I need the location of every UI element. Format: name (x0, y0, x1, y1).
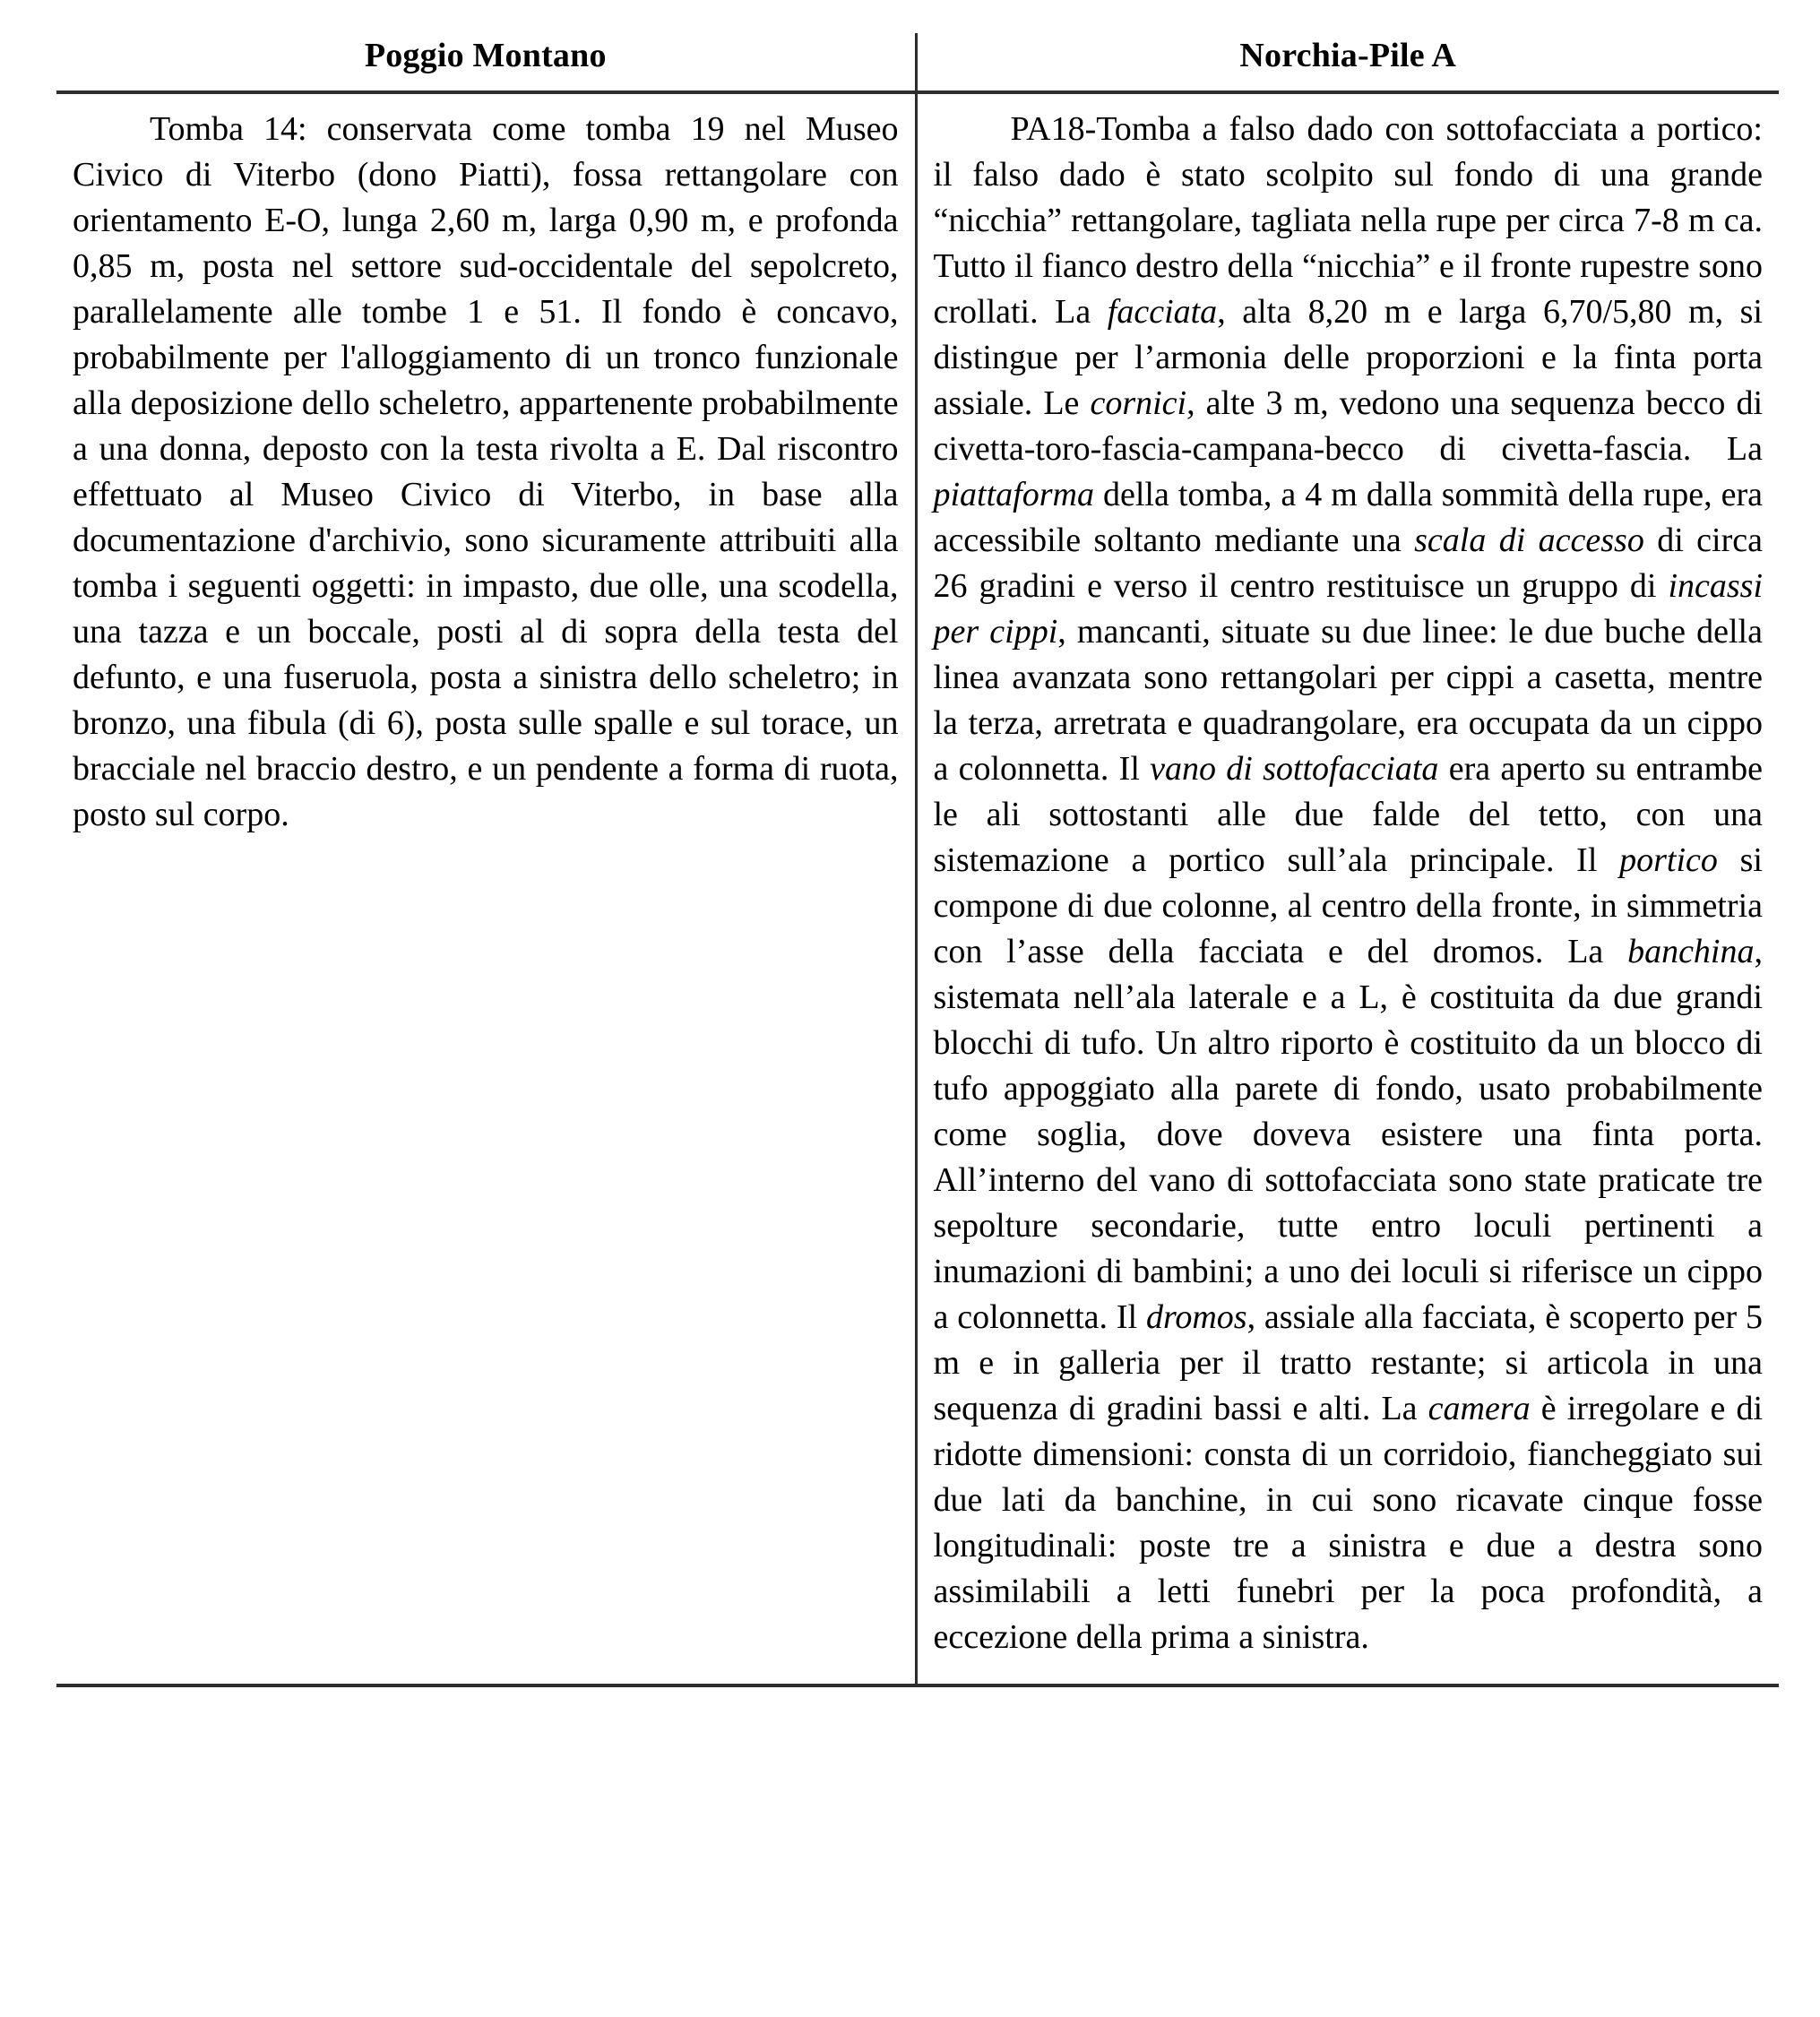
column-header-label-left: Poggio Montano (364, 37, 607, 74)
text-run: , sistemata nell’ala laterale e a L, è costituita da due grandi blocchi di tufo. Un altro riporto è costituito da un blocco di tufo appoggiato alla parete di fondo, usato probabilmente come soglia, dove doveva esistere una finta porta. All’interno del vano di sottofacciata sono state praticate tre sepolture secondarie, tutte entro loculi pertinenti a inumazioni di bambini; a uno dei loculi si riferisce un cippo a colonnetta. Il (933, 933, 1763, 1336)
column-header-label-right: Norchia-Pile A (1239, 37, 1457, 74)
text-run: , mancanti, situate su due linee: le due buche della linea avanzata sono rettangolari per cippi a casetta, mentre la terza, arretrata e quadrangolare, era occupata da un cippo a colonnetta. Il (933, 613, 1763, 788)
italic-term: cornici (1090, 384, 1187, 422)
table-cell-norchia-pile-a (916, 92, 1779, 1685)
table-cell-poggio-montano (56, 92, 916, 1685)
text-run: di circa 26 gradini e verso il centro restituisce un gruppo di (933, 521, 1763, 605)
column-header-poggio-montano (56, 33, 916, 92)
italic-term: dromos (1145, 1298, 1247, 1336)
italic-term: facciata (1107, 293, 1218, 331)
text-run: , assiale alla facciata, è scoperto per 5 m e in galleria per il tratto restante; si articola in una sequenza di gradini bassi e alti. La (933, 1298, 1763, 1427)
comparison-table (56, 33, 1779, 1687)
text-run: , alta 8,20 m e larga 6,70/5,80 m, si distingue per l’armonia delle proporzioni e la finta porta assiale. Le (933, 293, 1763, 422)
table-header (56, 33, 1779, 92)
text-run: è irregolare e di ridotte dimensioni: consta di un corridoio, fiancheggiato sui due lati da banchine, in cui sono ricavate cinque fosse longitudinali: poste tre a sinistra e due a destra sono assimilabili a letti funebri per la poca profondità, a eccezione della prima a sinistra. (933, 1390, 1764, 1656)
italic-term: portico (1619, 841, 1718, 879)
text-run: della tomba, a 4 m dalla sommità della rupe, era accessibile soltanto mediante una (933, 476, 1763, 559)
cell-content-right (934, 107, 1764, 1660)
text-run: era aperto su entrambe le ali sottostanti alle due falde del tetto, con una sistemazione a portico sull’ala principale. Il (933, 750, 1763, 879)
table-row (56, 92, 1779, 1685)
text-run: si compone di due colonne, al centro della fronte, in simmetria con l’asse della facciata e del dromos. La (933, 841, 1763, 970)
column-header-norchia-pile-a (916, 33, 1779, 92)
italic-term: piattaforma (933, 476, 1094, 513)
italic-term: scala di accesso (1414, 521, 1644, 559)
italic-term: vano di sottofacciata (1150, 750, 1439, 788)
text-run: , alte 3 m, vedono una sequenza becco di civetta-toro-fascia-campana-becco di civetta-fascia. La (933, 384, 1764, 468)
text-run: PA18-Tomba a falso dado con sottofacciata a portico: il falso dado è stato scolpito sul fondo di una grande “nicchia” rettangolare, tagliata nella rupe per circa 7-8 m ca. Tutto il fianco destro della “nicchia” e il fronte rupestre sono crollati. La (933, 110, 1763, 331)
table-body (56, 92, 1779, 1685)
italic-term: incassi per cippi (933, 567, 1763, 651)
italic-term: banchina (1627, 933, 1755, 970)
italic-term: camera (1428, 1390, 1531, 1427)
entry-text-poggio-montano: Tomba 14: conservata come tomba 19 nel Museo Civico di Viterbo (dono Piatti), fossa rettangolare con orientamento E-O, lunga 2,60 m, larga 0,90 m, e profonda 0,85 m, posta nel settore sud-occidentale del sepolcreto, parallelamente alle tombe 1 e 51. Il fondo è concavo, probabilmente per l'alloggiamento di un tronco funzionale alla deposizione dello scheletro, appartenente probabilmente a una donna, deposto con la testa rivolta a E. Dal riscontro effettuato al Museo Civico di Viterbo, in base alla documentazione d'archivio, sono sicuramente attribuiti alla tomba i seguenti oggetti: in impasto, due olle, una scodella, una tazza e un boccale, posti al di sopra della testa del defunto, e una fuseruola, posta a sinistra dello scheletro; in bronzo, una fibula (di 6), posta sulle spalle e sul torace, un bracciale nel braccio destro, e un pendente a forma di ruota, posto sul corpo. (73, 110, 899, 833)
table-header-row (56, 33, 1779, 92)
entry-text-norchia-pile-a (934, 107, 1764, 1660)
cell-content-left (73, 107, 899, 838)
